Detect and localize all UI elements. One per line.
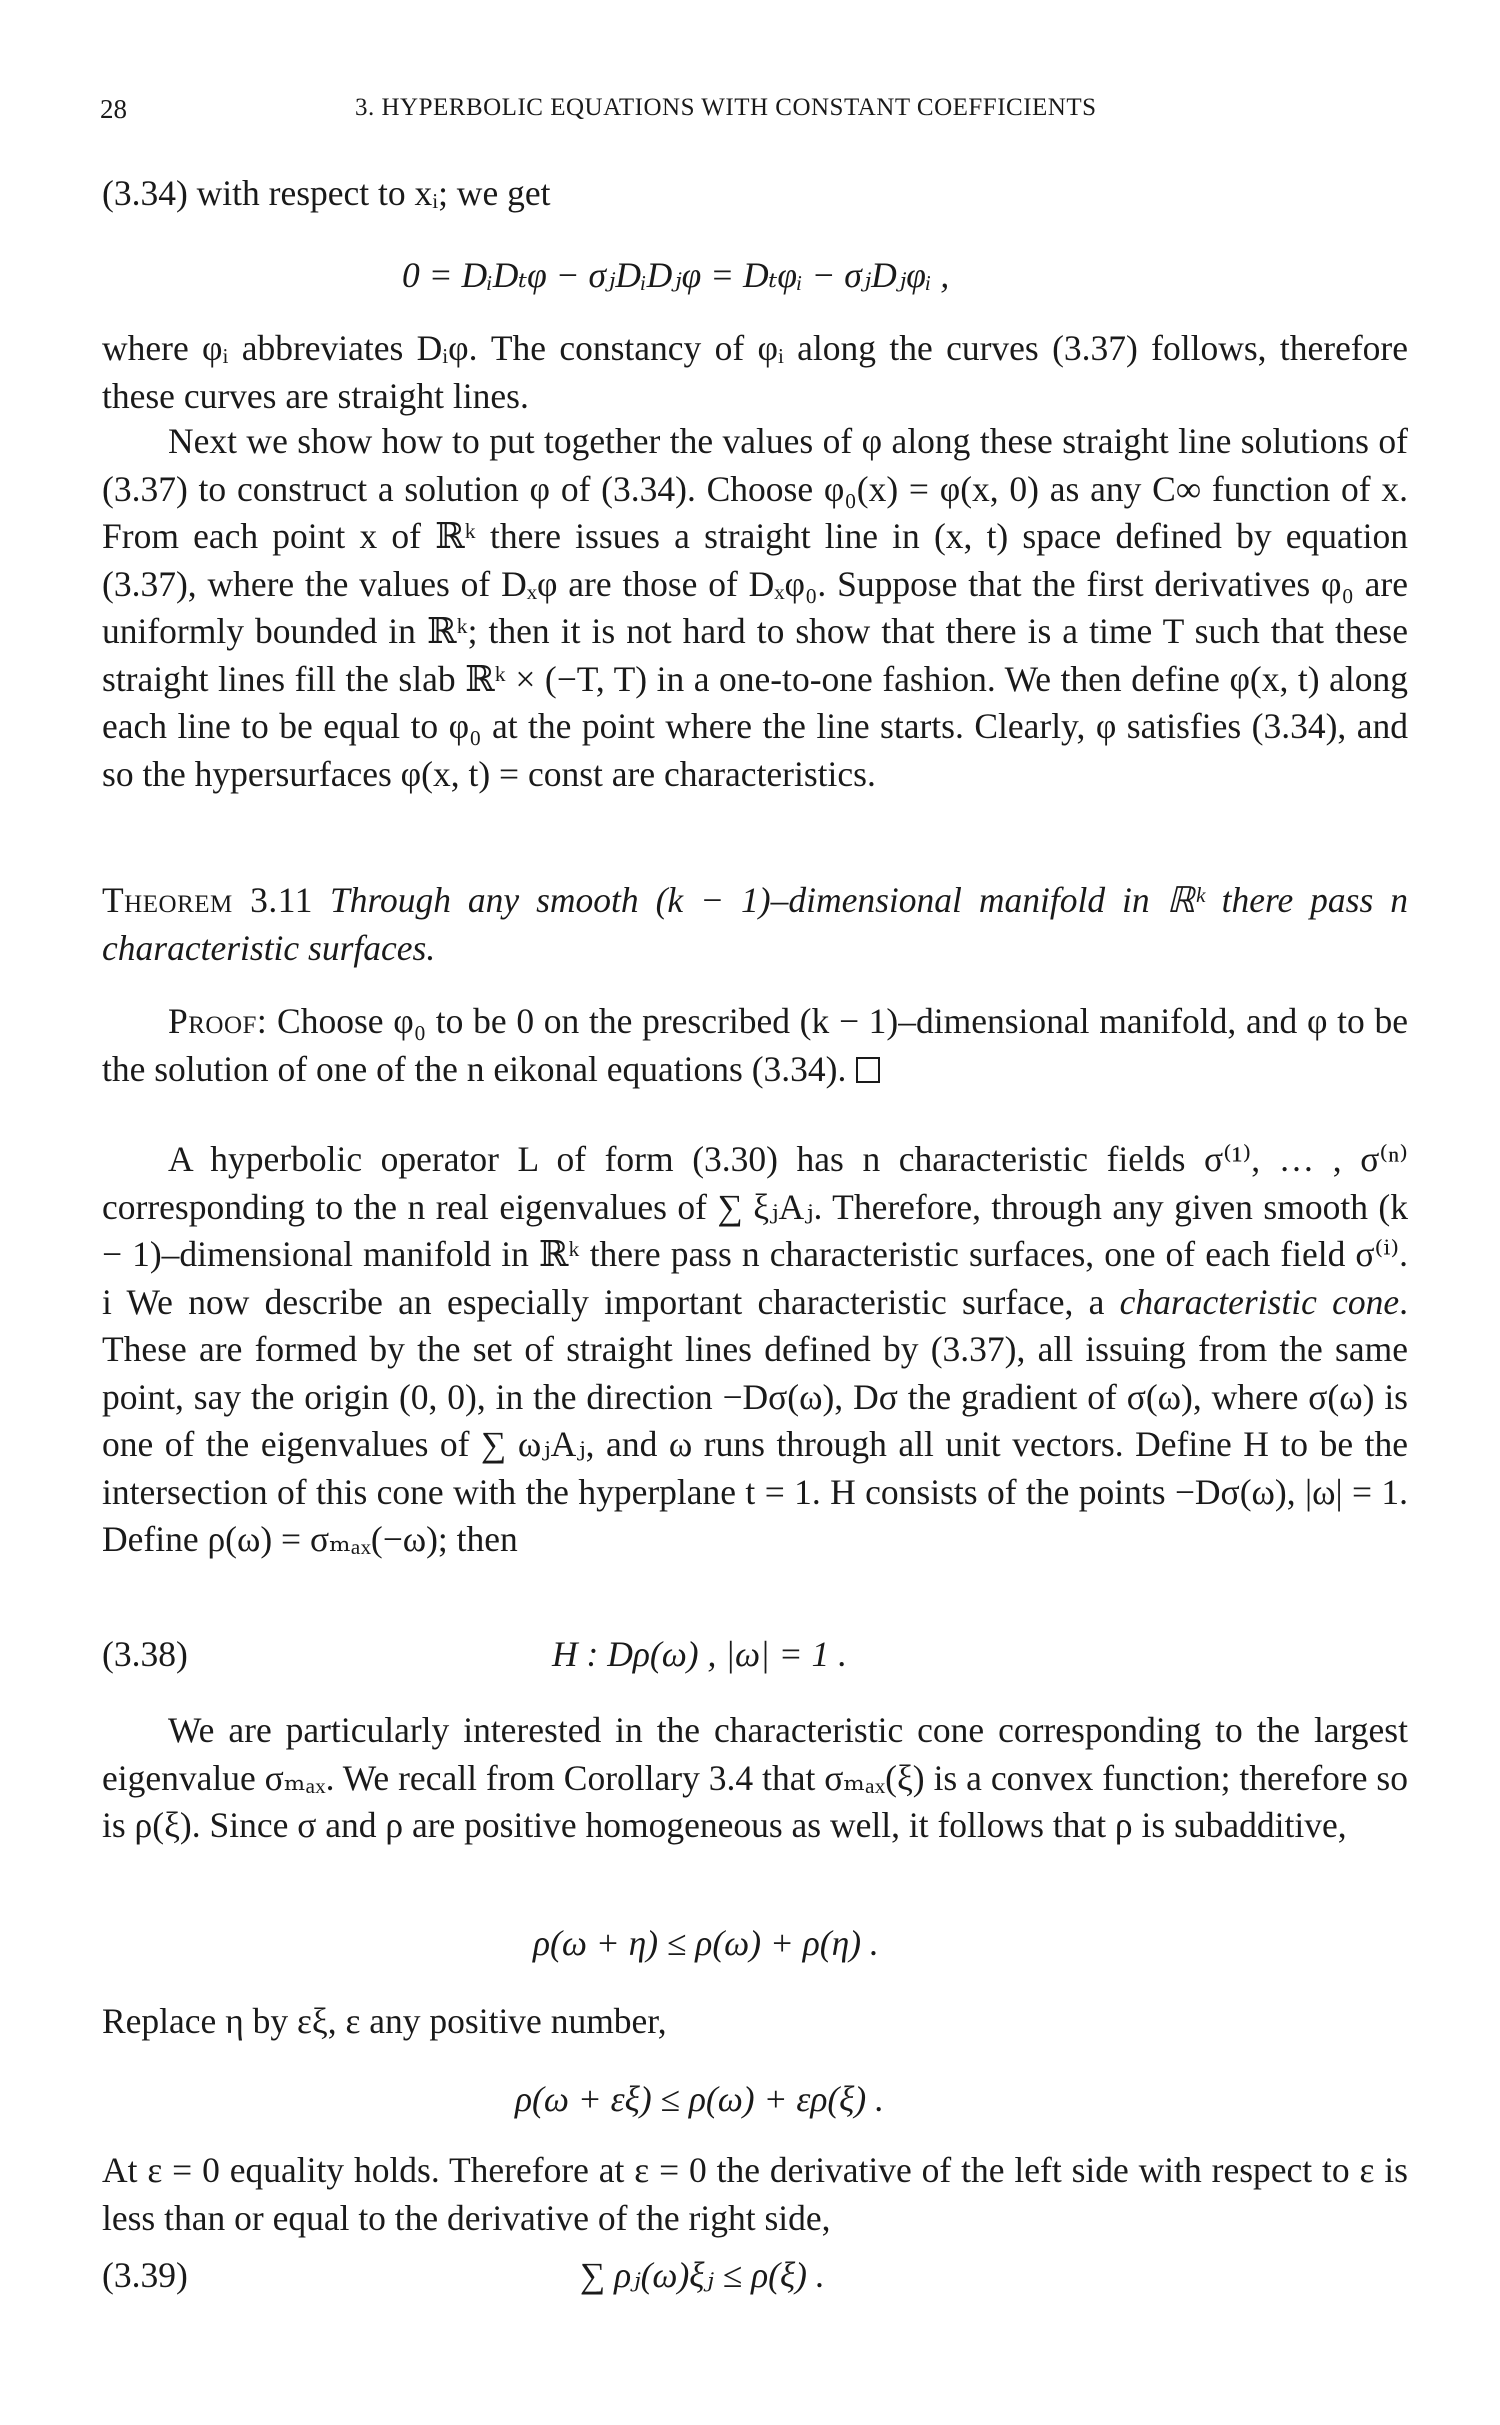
theorem-3-11 (102, 877, 1408, 972)
equation-label-3-38: (3.38) (102, 1634, 188, 1674)
running-title: 3. HYPERBOLIC EQUATIONS WITH CONSTANT COEFFICIENTS (355, 94, 1097, 121)
paragraph-characteristic-cone: A hyperbolic operator L of form (3.30) has n characteristic fields σ⁽¹⁾, … , σ⁽ⁿ⁾ corresponding to the n real eigenvalues of ∑ ξⱼAⱼ. Therefore, through any given smooth (k − 1)–dimensional manifold in ℝᵏ there pass n characteristic surfaces, one of each field σ⁽ⁱ⁾. i We now describe an especially important characteristic surface, a characteristic cone. These are formed by the set of straight lines defined by (3.37), all issuing from the same point, say the origin (0, 0), in the direction −Dσ(ω), Dσ the gradient of σ(ω), where σ(ω) is one of the eigenvalues of ∑ ωⱼAⱼ, and ω runs through all unit vectors. Define H to be the intersection of this cone with the hyperplane t = 1. H consists of the points −Dσ(ω), |ω| = 1. Define ρ(ω) = σₘₐₓ(−ω); then (102, 1139, 1409, 1559)
equation-subadditive: ρ(ω + η) ≤ ρ(ω) + ρ(η) . (533, 1923, 879, 1963)
equation-3-39: ∑ ρⱼ(ω)ξⱼ ≤ ρ(ξ) . (580, 2255, 825, 2295)
paragraph-replace: Replace η by εξ, ε any positive number, (102, 2001, 667, 2041)
equation-derivative: 0 = DᵢDₜφ − σⱼDᵢDⱼφ = Dₜφᵢ − σⱼDⱼφᵢ , (402, 255, 950, 295)
paragraph-phi-i: where φᵢ abbreviates Dᵢφ. The constancy of φᵢ along the curves (3.37) follows, therefore these curves are straight lines. (102, 328, 1408, 416)
equation-label-3-39: (3.39) (102, 2255, 188, 2295)
theorem-label: Theorem 3.11 (102, 880, 313, 920)
paragraph-intro: (3.34) with respect to xᵢ; we get (102, 173, 551, 213)
page-number: 28 (100, 94, 127, 124)
page-header (100, 94, 1410, 134)
proof-label: Proof: (168, 1001, 268, 1041)
theorem-statement: Through any smooth (k − 1)–dimensional manifold in ℝᵏ there pass n characteristic surfaces. (102, 880, 1409, 968)
paragraph-equality: At ε = 0 equality holds. Therefore at ε = 0 the derivative of the left side with respect to ε is less than or equal to the derivative of the right side, (102, 2150, 1408, 2238)
paragraph-construction: Next we show how to put together the values of φ along these straight line solutions of (3.37) to construct a solution φ of (3.34). Choose φ₀(x) = φ(x, 0) as any C∞ function of x. From each point x of ℝᵏ there issues a straight line in (x, t) space defined by equation (3.37), where the values of Dₓφ are those of Dₓφ₀. Suppose that the first derivatives φ₀ are uniformly bounded in ℝᵏ; then it is not hard to show that there is a time T such that these straight lines fill the slab ℝᵏ × (−T, T) in a one-to-one fashion. We then define φ(x, t) along each line to be equal to φ₀ at the point where the line starts. Clearly, φ satisfies (3.34), and so the hypersurfaces φ(x, t) = const are characteristics. (102, 421, 1408, 794)
equation-epsilon: ρ(ω + εξ) ≤ ρ(ω) + ερ(ξ) . (515, 2079, 884, 2119)
qed-square-icon (856, 1057, 880, 1083)
emphasis-characteristic-cone: characteristic cone (1119, 1281, 1400, 1322)
proof-block (102, 998, 1408, 1093)
proof-text: Choose φ₀ to be 0 on the prescribed (k − 1)–dimensional manifold, and φ to be the solution of one of the n eikonal equations (3.34). (102, 1001, 1408, 1089)
equation-3-38: H : Dρ(ω) , |ω| = 1 . (552, 1634, 848, 1674)
paragraph-largest-eigenvalue: We are particularly interested in the characteristic cone corresponding to the largest eigenvalue σₘₐₓ. We recall from Corollary 3.4 that σₘₐₓ(ξ) is a convex function; therefore so is ρ(ξ). Since σ and ρ are positive homogeneous as well, it follows that ρ is subadditive, (102, 1710, 1408, 1845)
